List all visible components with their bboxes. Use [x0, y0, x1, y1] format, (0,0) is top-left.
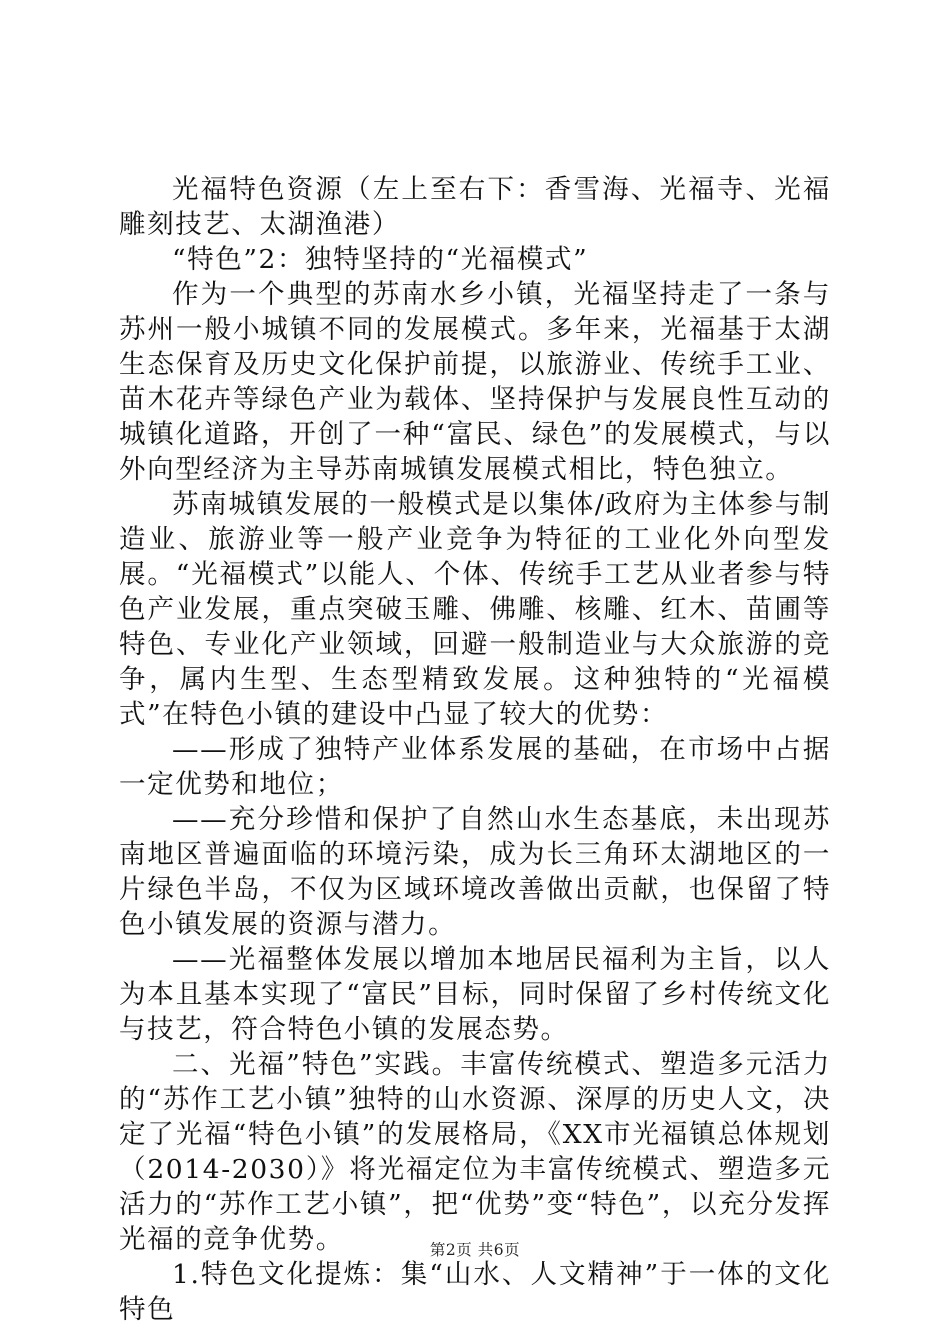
paragraph-advantage-2: ——充分珍惜和保护了自然山水生态基底，未出现苏南地区普遍面临的环境污染，成为长三角环太湖地区的一片绿色半岛，不仅为区域环境改善做出贡献，也保留了特色小镇发展的资源与潜力。	[119, 804, 831, 940]
document-body	[119, 172, 831, 1327]
paragraph-guangfu-model: 作为一个典型的苏南水乡小镇，光福坚持走了一条与苏州一般小城镇不同的发展模式。多年来，光福基于太湖生态保育及历史文化保护前提，以旅游业、传统手工业、苗木花卉等绿色产业为载体、坚持保护与发展良性互动的城镇化道路，开创了一种“富民、绿色”的发展模式，与以外向型经济为主导苏南城镇发展模式相比，特色独立。	[119, 279, 831, 485]
paragraph-image-caption: 光福特色资源（左上至右下：香雪海、光福寺、光福雕刻技艺、太湖渔港）	[119, 174, 831, 240]
paragraph-advantage-1: ——形成了独特产业体系发展的基础，在市场中占据一定优势和地位；	[119, 734, 831, 800]
paragraph-advantage-3: ——光福整体发展以增加本地居民福利为主旨，以人为本且基本实现了“富民”目标，同时保留了乡村传统文化与技艺，符合特色小镇的发展态势。	[119, 944, 831, 1045]
paragraph-section-heading: “特色”2：独特坚持的“光福模式”	[172, 244, 589, 275]
paragraph-sunan-model: 苏南城镇发展的一般模式是以集体/政府为主体参与制造业、旅游业等一般产业竞争为特征的工业化外向型发展。“光福模式”以能人、个体、传统手工艺从业者参与特色产业发展，重点突破玉雕、佛雕、核雕、红木、苗圃等特色、专业化产业领域，回避一般制造业与大众旅游的竞争，属内生型、生态型精致发展。这种独特的“光福模式”在特色小镇的建设中凸显了较大的优势：	[119, 489, 831, 730]
paragraph-practice: 二、光福”特色”实践。丰富传统模式、塑造多元活力的“苏作工艺小镇”独特的山水资源、深厚的历史人文，决定了光福“特色小镇”的发展格局，《XX市光福镇总体规划（2014-2030）》将光福定位为丰富传统模式、塑造多元活力的“苏作工艺小镇”，把“优势”变“特色”，以充分发挥光福的竞争优势。	[119, 1049, 831, 1255]
paragraph-culture-heading: 1.特色文化提炼：集“山水、人文精神”于一体的文化特色	[119, 1259, 831, 1325]
page-footer: 第2页 共6页	[429, 1241, 521, 1259]
